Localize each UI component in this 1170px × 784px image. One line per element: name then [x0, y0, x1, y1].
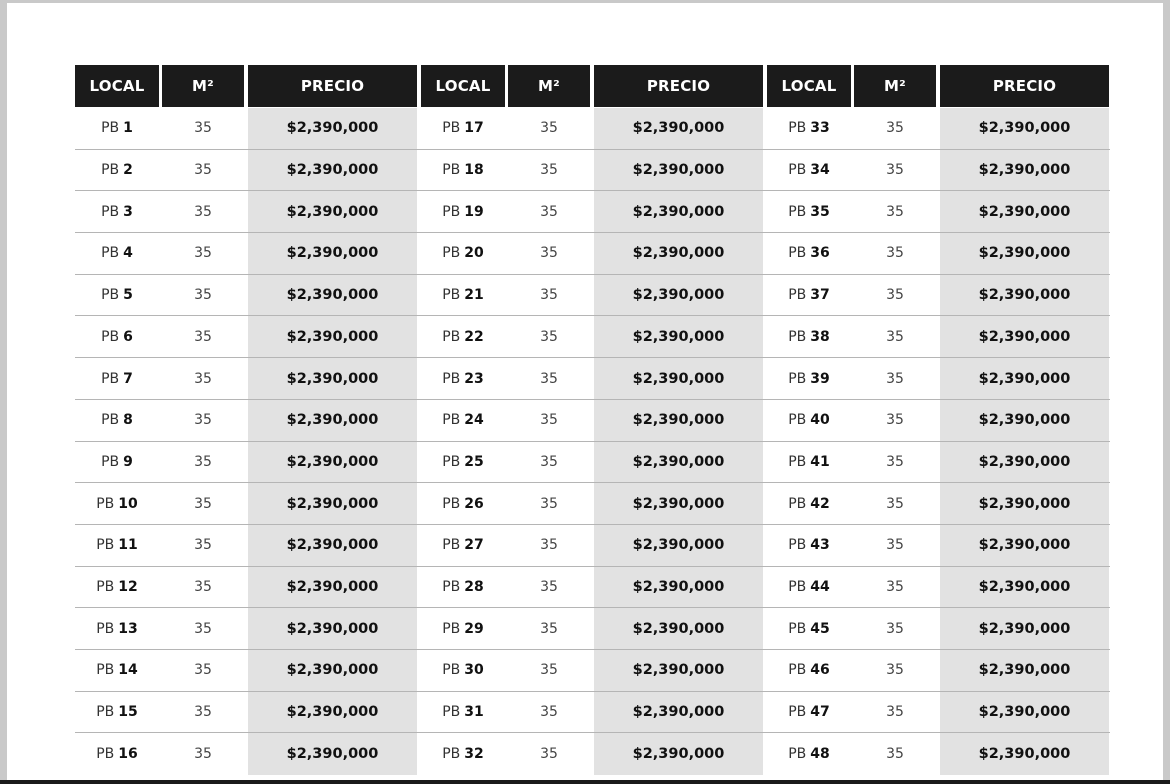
local-number: 19 [464, 203, 484, 220]
area-cell: 35 [886, 328, 904, 345]
price-cell: $2,390,000 [286, 620, 379, 637]
price-cell: $2,390,000 [286, 162, 379, 179]
local-cell [75, 692, 159, 733]
local-prefix: PB [442, 203, 461, 220]
local-prefix: PB [788, 746, 807, 763]
local-prefix: PB [788, 120, 807, 137]
local-cell [421, 525, 505, 566]
local-prefix: PB [442, 328, 461, 345]
local-number: 29 [464, 620, 484, 637]
local-cell [75, 317, 159, 358]
area-cell: 35 [540, 287, 558, 304]
local-prefix: PB [442, 704, 461, 721]
local-cell [75, 734, 159, 776]
area-cell: 35 [194, 495, 212, 512]
local-cell [767, 650, 851, 691]
local-cell [767, 734, 851, 776]
table-row [75, 233, 1110, 275]
area-cell: 35 [886, 620, 904, 637]
table-row [75, 317, 1110, 359]
area-cell: 35 [886, 162, 904, 179]
table-row [75, 692, 1110, 734]
local-cell [767, 400, 851, 441]
local-number: 10 [118, 495, 138, 512]
price-cell: $2,390,000 [978, 495, 1071, 512]
local-number: 38 [810, 328, 830, 345]
price-table [75, 65, 1110, 775]
local-cell [421, 108, 505, 149]
area-cell: 35 [540, 412, 558, 429]
area-cell: 35 [540, 620, 558, 637]
local-number: 14 [118, 662, 138, 679]
area-cell: 35 [194, 620, 212, 637]
local-cell [421, 191, 505, 232]
table-row [75, 483, 1110, 525]
local-cell [75, 525, 159, 566]
area-cell: 35 [540, 662, 558, 679]
local-cell [421, 442, 505, 483]
local-prefix: PB [788, 370, 807, 387]
table-row [75, 608, 1110, 650]
header-local-3: LOCAL [767, 65, 851, 107]
price-cell: $2,390,000 [978, 620, 1071, 637]
local-number: 25 [464, 453, 484, 470]
local-cell [767, 483, 851, 524]
local-prefix: PB [788, 245, 807, 262]
local-prefix: PB [96, 537, 115, 554]
table-row [75, 442, 1110, 484]
table-row [75, 650, 1110, 692]
local-cell [421, 692, 505, 733]
area-cell: 35 [886, 704, 904, 721]
price-cell: $2,390,000 [632, 579, 725, 596]
local-number: 45 [810, 620, 830, 637]
price-cell: $2,390,000 [632, 412, 725, 429]
local-prefix: PB [442, 245, 461, 262]
local-cell [767, 692, 851, 733]
local-prefix: PB [442, 453, 461, 470]
local-number: 34 [810, 162, 830, 179]
header-m2-2: M² [508, 65, 590, 107]
area-cell: 35 [540, 203, 558, 220]
price-cell: $2,390,000 [978, 370, 1071, 387]
area-cell: 35 [194, 370, 212, 387]
area-cell: 35 [194, 287, 212, 304]
local-number: 16 [118, 746, 138, 763]
table-row [75, 150, 1110, 192]
local-cell [75, 108, 159, 149]
area-cell: 35 [886, 287, 904, 304]
table-row [75, 108, 1110, 150]
local-number: 48 [810, 746, 830, 763]
area-cell: 35 [194, 328, 212, 345]
price-cell: $2,390,000 [286, 537, 379, 554]
local-prefix: PB [442, 370, 461, 387]
local-number: 5 [123, 287, 133, 304]
price-cell: $2,390,000 [286, 662, 379, 679]
area-cell: 35 [886, 579, 904, 596]
local-prefix: PB [96, 704, 115, 721]
local-prefix: PB [96, 746, 115, 763]
price-cell: $2,390,000 [286, 495, 379, 512]
local-cell [767, 108, 851, 149]
local-number: 4 [123, 245, 133, 262]
header-precio-2: PRECIO [594, 65, 763, 107]
price-cell: $2,390,000 [978, 162, 1071, 179]
price-cell: $2,390,000 [978, 453, 1071, 470]
local-number: 11 [118, 537, 138, 554]
local-cell [75, 650, 159, 691]
local-cell [767, 525, 851, 566]
local-number: 43 [810, 537, 830, 554]
local-prefix: PB [788, 328, 807, 345]
price-cell: $2,390,000 [632, 287, 725, 304]
local-prefix: PB [788, 412, 807, 429]
local-cell [75, 191, 159, 232]
local-prefix: PB [101, 120, 120, 137]
local-prefix: PB [788, 704, 807, 721]
price-cell: $2,390,000 [978, 704, 1071, 721]
local-prefix: PB [442, 412, 461, 429]
price-cell: $2,390,000 [286, 328, 379, 345]
local-number: 44 [810, 579, 830, 596]
local-number: 36 [810, 245, 830, 262]
table-row [75, 358, 1110, 400]
area-cell: 35 [194, 120, 212, 137]
price-cell: $2,390,000 [632, 662, 725, 679]
area-cell: 35 [540, 537, 558, 554]
area-cell: 35 [886, 120, 904, 137]
local-prefix: PB [442, 746, 461, 763]
area-cell: 35 [194, 412, 212, 429]
price-cell: $2,390,000 [978, 662, 1071, 679]
local-prefix: PB [101, 328, 120, 345]
area-cell: 35 [194, 245, 212, 262]
area-cell: 35 [540, 495, 558, 512]
local-prefix: PB [96, 620, 115, 637]
price-cell: $2,390,000 [286, 203, 379, 220]
area-cell: 35 [194, 453, 212, 470]
local-cell [421, 483, 505, 524]
price-cell: $2,390,000 [286, 120, 379, 137]
local-prefix: PB [442, 662, 461, 679]
price-cell: $2,390,000 [632, 453, 725, 470]
local-prefix: PB [101, 412, 120, 429]
local-cell [75, 358, 159, 399]
area-cell: 35 [540, 245, 558, 262]
header-local-1: LOCAL [75, 65, 159, 107]
local-cell [421, 275, 505, 316]
local-number: 12 [118, 579, 138, 596]
local-cell [421, 734, 505, 776]
price-cell: $2,390,000 [632, 495, 725, 512]
local-number: 21 [464, 287, 484, 304]
area-cell: 35 [540, 704, 558, 721]
local-cell [767, 275, 851, 316]
local-number: 1 [123, 120, 133, 137]
area-cell: 35 [886, 245, 904, 262]
local-number: 27 [464, 537, 484, 554]
local-cell [421, 150, 505, 191]
price-cell: $2,390,000 [978, 412, 1071, 429]
area-cell: 35 [540, 579, 558, 596]
local-number: 2 [123, 162, 133, 179]
local-number: 26 [464, 495, 484, 512]
area-cell: 35 [540, 370, 558, 387]
local-cell [421, 400, 505, 441]
header-local-2: LOCAL [421, 65, 505, 107]
local-cell [421, 608, 505, 649]
local-number: 32 [464, 746, 484, 763]
local-number: 20 [464, 245, 484, 262]
price-cell: $2,390,000 [286, 579, 379, 596]
local-number: 40 [810, 412, 830, 429]
price-cell: $2,390,000 [632, 162, 725, 179]
table-row [75, 567, 1110, 609]
price-cell: $2,390,000 [978, 203, 1071, 220]
table-row [75, 275, 1110, 317]
local-cell [75, 275, 159, 316]
area-cell: 35 [194, 662, 212, 679]
local-cell [767, 150, 851, 191]
price-cell: $2,390,000 [632, 370, 725, 387]
table-header [75, 65, 1110, 108]
local-number: 35 [810, 203, 830, 220]
local-number: 17 [464, 120, 484, 137]
local-number: 31 [464, 704, 484, 721]
local-number: 8 [123, 412, 133, 429]
local-cell [421, 567, 505, 608]
price-cell: $2,390,000 [286, 287, 379, 304]
local-cell [75, 567, 159, 608]
area-cell: 35 [194, 537, 212, 554]
local-prefix: PB [442, 620, 461, 637]
local-prefix: PB [442, 120, 461, 137]
table-row [75, 400, 1110, 442]
local-number: 42 [810, 495, 830, 512]
local-cell [767, 191, 851, 232]
local-number: 7 [123, 370, 133, 387]
local-prefix: PB [442, 495, 461, 512]
area-cell: 35 [886, 537, 904, 554]
local-prefix: PB [788, 495, 807, 512]
local-number: 3 [123, 203, 133, 220]
local-prefix: PB [442, 579, 461, 596]
local-cell [767, 233, 851, 274]
local-prefix: PB [442, 537, 461, 554]
local-number: 41 [810, 453, 830, 470]
header-m2-3: M² [854, 65, 936, 107]
local-prefix: PB [788, 662, 807, 679]
local-number: 30 [464, 662, 484, 679]
local-number: 22 [464, 328, 484, 345]
local-number: 9 [123, 453, 133, 470]
table-row [75, 525, 1110, 567]
local-number: 18 [464, 162, 484, 179]
bottom-border [0, 780, 1170, 784]
local-cell [767, 358, 851, 399]
local-cell [767, 567, 851, 608]
area-cell: 35 [540, 453, 558, 470]
local-cell [421, 317, 505, 358]
price-cell: $2,390,000 [286, 704, 379, 721]
local-cell [75, 608, 159, 649]
area-cell: 35 [194, 203, 212, 220]
local-cell [421, 650, 505, 691]
area-cell: 35 [886, 746, 904, 763]
local-prefix: PB [101, 370, 120, 387]
local-prefix: PB [96, 579, 115, 596]
price-cell: $2,390,000 [632, 245, 725, 262]
price-cell: $2,390,000 [286, 412, 379, 429]
local-prefix: PB [442, 287, 461, 304]
local-number: 39 [810, 370, 830, 387]
local-prefix: PB [788, 579, 807, 596]
area-cell: 35 [886, 412, 904, 429]
local-prefix: PB [96, 662, 115, 679]
local-prefix: PB [788, 620, 807, 637]
local-number: 33 [810, 120, 830, 137]
local-cell [75, 442, 159, 483]
price-cell: $2,390,000 [286, 453, 379, 470]
local-number: 37 [810, 287, 830, 304]
local-prefix: PB [96, 495, 115, 512]
area-cell: 35 [194, 579, 212, 596]
local-number: 47 [810, 704, 830, 721]
local-number: 23 [464, 370, 484, 387]
area-cell: 35 [886, 203, 904, 220]
local-number: 46 [810, 662, 830, 679]
price-cell: $2,390,000 [632, 328, 725, 345]
header-precio-1: PRECIO [248, 65, 417, 107]
local-prefix: PB [101, 245, 120, 262]
local-cell [75, 483, 159, 524]
area-cell: 35 [194, 746, 212, 763]
local-prefix: PB [442, 162, 461, 179]
local-prefix: PB [101, 453, 120, 470]
price-cell: $2,390,000 [978, 120, 1071, 137]
price-cell: $2,390,000 [286, 370, 379, 387]
area-cell: 35 [540, 162, 558, 179]
area-cell: 35 [540, 120, 558, 137]
table-row [75, 191, 1110, 233]
price-cell: $2,390,000 [978, 287, 1071, 304]
area-cell: 35 [886, 453, 904, 470]
price-cell: $2,390,000 [632, 704, 725, 721]
header-precio-3: PRECIO [940, 65, 1109, 107]
price-cell: $2,390,000 [286, 746, 379, 763]
price-cell: $2,390,000 [632, 203, 725, 220]
local-prefix: PB [101, 162, 120, 179]
price-cell: $2,390,000 [632, 746, 725, 763]
local-prefix: PB [788, 537, 807, 554]
price-cell: $2,390,000 [978, 579, 1071, 596]
local-number: 24 [464, 412, 484, 429]
price-cell: $2,390,000 [632, 120, 725, 137]
local-number: 13 [118, 620, 138, 637]
price-cell: $2,390,000 [632, 620, 725, 637]
local-number: 15 [118, 704, 138, 721]
local-prefix: PB [101, 287, 120, 304]
area-cell: 35 [886, 662, 904, 679]
price-cell: $2,390,000 [978, 746, 1071, 763]
local-cell [75, 233, 159, 274]
area-cell: 35 [886, 495, 904, 512]
local-cell [767, 442, 851, 483]
local-prefix: PB [788, 453, 807, 470]
local-cell [75, 150, 159, 191]
price-cell: $2,390,000 [286, 245, 379, 262]
area-cell: 35 [540, 328, 558, 345]
local-prefix: PB [788, 203, 807, 220]
local-number: 28 [464, 579, 484, 596]
price-cell: $2,390,000 [978, 537, 1071, 554]
local-cell [75, 400, 159, 441]
local-prefix: PB [101, 203, 120, 220]
area-cell: 35 [194, 704, 212, 721]
local-prefix: PB [788, 287, 807, 304]
document-page [7, 3, 1163, 781]
price-cell: $2,390,000 [632, 537, 725, 554]
local-cell [421, 358, 505, 399]
table-row [75, 734, 1110, 776]
local-number: 6 [123, 328, 133, 345]
area-cell: 35 [194, 162, 212, 179]
price-cell: $2,390,000 [978, 328, 1071, 345]
local-cell [421, 233, 505, 274]
area-cell: 35 [886, 370, 904, 387]
price-cell: $2,390,000 [978, 245, 1071, 262]
local-cell [767, 317, 851, 358]
area-cell: 35 [540, 746, 558, 763]
local-prefix: PB [788, 162, 807, 179]
local-cell [767, 608, 851, 649]
header-m2-1: M² [162, 65, 244, 107]
